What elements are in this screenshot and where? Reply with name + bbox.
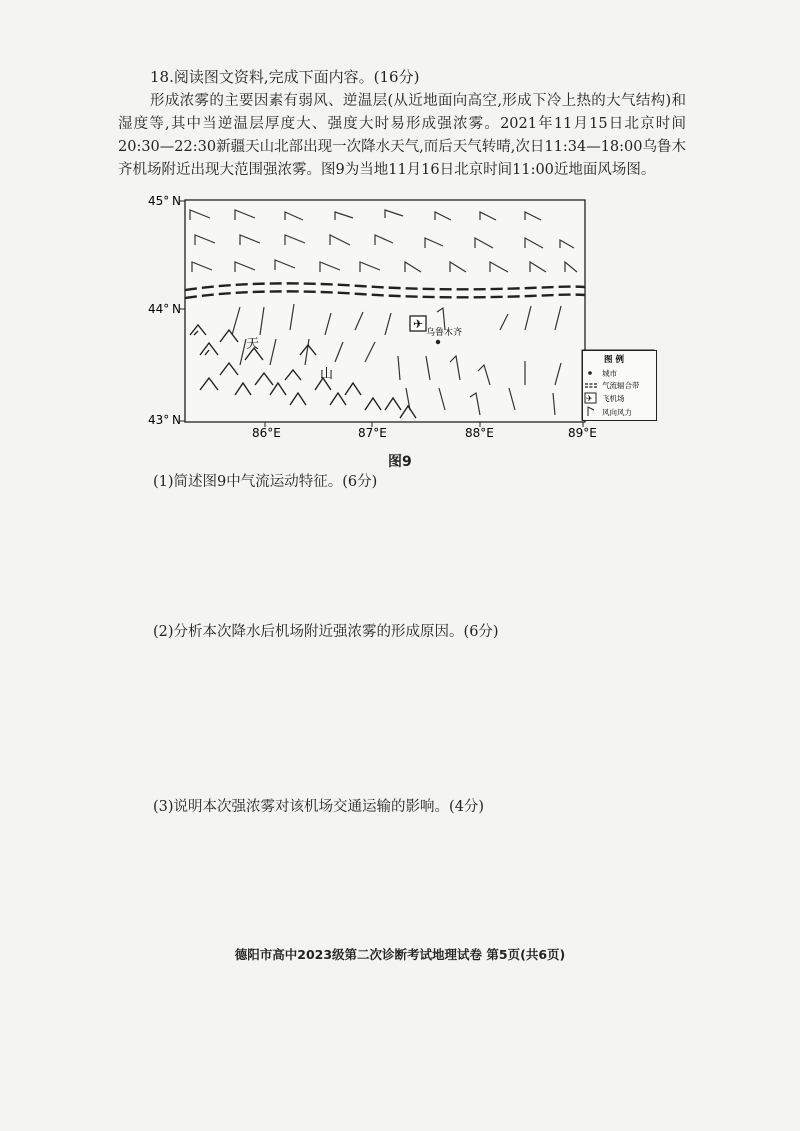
lat-letter-44: N — [172, 302, 181, 316]
question-title: 18.阅读图文资料,完成下面内容。(16分) — [150, 68, 420, 86]
svg-text:✈: ✈ — [413, 317, 424, 331]
page-footer: 德阳市高中2023级第二次诊断考试地理试卷 第5页(共6页) — [234, 947, 566, 962]
subquestion-1: (1)简述图9中气流运动特征。(6分) — [153, 474, 378, 490]
lon-label-86: 86°E — [252, 426, 281, 440]
svg-text:✈: ✈ — [586, 394, 593, 403]
subquestion-3: (3)说明本次强浓雾对该机场交通运输的影响。(4分) — [153, 799, 485, 815]
airport-icon — [410, 316, 426, 331]
legend-airport: 飞机场 — [602, 394, 625, 403]
lat-label-44: 44° — [148, 302, 170, 316]
mountain-label-tian: 天 — [246, 337, 260, 352]
subquestion-2: (2)分析本次降水后机场附近强浓雾的形成原因。(6分) — [153, 624, 499, 640]
legend — [582, 350, 658, 422]
legend-wind: 风向风力 — [602, 408, 632, 417]
legend-city-icon — [588, 371, 592, 375]
legend-convergence: 气流辐合带 — [602, 381, 640, 390]
lon-label-87: 87°E — [358, 426, 387, 440]
legend-city: 城市 — [602, 369, 617, 378]
lat-letter-45: N — [172, 194, 181, 208]
lon-label-89: 89°E — [568, 426, 597, 440]
figure-caption: 图9 — [388, 454, 412, 470]
lat-letter-43: N — [172, 413, 181, 427]
question-paragraph: 形成浓雾的主要因素有弱风、逆温层(从近地面向高空,形成下冷上热的大气结构)和湿度等,其中当逆温层厚度大、强度大时易形成强浓雾。2021年11月15日北京时间20:30—22:30新疆天山北部出现一次降水天气,而后天气转晴,次日11:34—18:00乌鲁木齐机场附近出现大范围强浓雾。图9为当地11月16日北京时间11:00近地面风场图。 — [118, 93, 686, 178]
map-frame — [185, 200, 585, 422]
lon-label-88: 88°E — [465, 426, 494, 440]
wind-field-map — [148, 190, 600, 440]
legend-title: 图 例 — [604, 355, 624, 365]
city-label: 乌鲁木齐 — [426, 328, 463, 338]
city-dot — [436, 340, 440, 344]
lat-label-43: 43° — [148, 413, 170, 427]
lat-label-45: 45° — [148, 194, 170, 208]
mountain-label-shan: 山 — [320, 367, 334, 382]
